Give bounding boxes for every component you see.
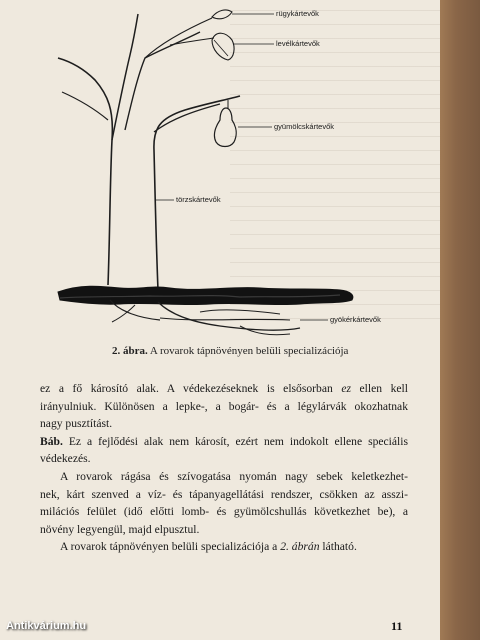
label-rugykartevok: rügykártevők (276, 9, 319, 18)
label-gyokerkartevok: gyökérkártevők (330, 315, 381, 324)
page-number: 11 (391, 619, 403, 633)
p3-line-3: milációs felület (idő előtti lomb- és gyümölcshullás következhet be), a (40, 505, 408, 519)
label-torzskartevok: törzskártevők (176, 195, 221, 204)
body-text (40, 380, 408, 556)
tree-illustration (0, 0, 440, 345)
paragraph-1 (40, 380, 408, 433)
p2-line-1: Ez a fejlődési alak nem károsít, ezért nem indokolt ellene speciális (62, 434, 408, 448)
paragraph-2 (40, 433, 408, 468)
label-gyumolcskartevok: gyümölcskártevők (274, 122, 335, 131)
p1-line-1: ez a fő károsító alak. A védekezéseknek is elsősorban ez ellen kell (40, 382, 408, 395)
p4-before: A rovarok tápnövényen belüli specializációja a (60, 540, 281, 554)
paragraph-3 (40, 468, 408, 538)
p1-line-3: nagy pusztítást. (40, 417, 113, 431)
p3-line-1: A rovarok rágása és szívogatása nyomán nagy sebek keletkezhet- (60, 469, 408, 483)
p4-figure-ref: 2. ábrán (280, 540, 320, 554)
p4-after: látható. (319, 540, 357, 554)
p2-line-2: védekezés. (40, 452, 91, 466)
caption-text: A rovarok tápnövényen belüli specializációja (149, 345, 349, 357)
label-levelkartevok: levélkártevők (276, 39, 320, 48)
p3-line-2: nek, kárt szenved a víz- és tápanyagellátási rendszer, csökken az asszi- (40, 487, 408, 501)
figure-caption (112, 345, 348, 357)
page-edge (440, 0, 480, 640)
bab-label: Báb. (40, 434, 63, 448)
caption-number: 2. ábra. (112, 345, 148, 357)
p1-line-2: irányulniuk. Különösen a lepke-, a bogár- és a légylárvák okozhatnak (40, 399, 408, 413)
p3-line-4: növény legyengül, majd elpusztul. (40, 522, 200, 536)
paragraph-4 (40, 538, 408, 556)
watermark: Antikvárium.hu (6, 620, 87, 632)
